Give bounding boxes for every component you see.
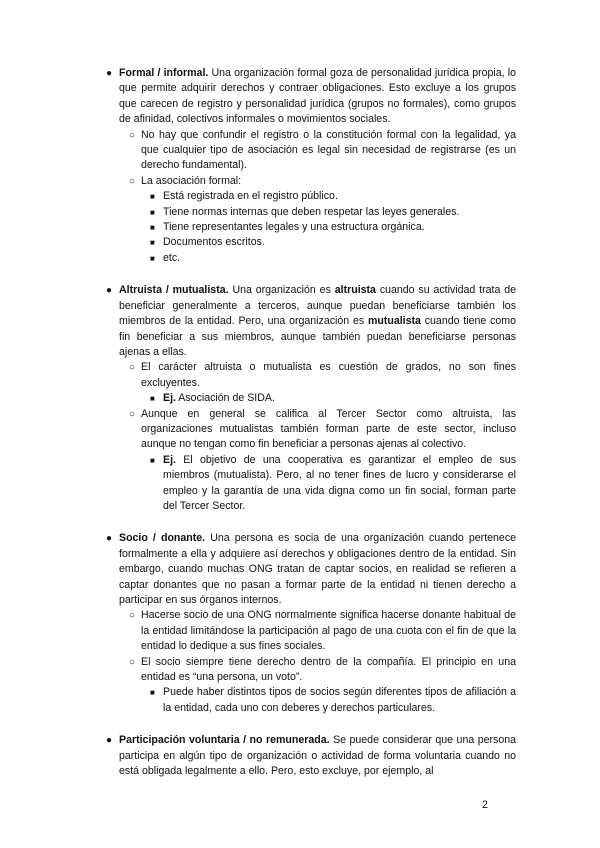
item-title: Formal / informal. bbox=[119, 67, 209, 79]
sub-item-text: La asociación formal: bbox=[141, 174, 242, 187]
item-title: Participación voluntaria / no remunerada. bbox=[119, 734, 330, 747]
circle-bullet-icon: ○ bbox=[129, 610, 136, 622]
subsub-item-text: Documentos escritos. bbox=[163, 236, 265, 249]
subsub-item-text: Tiene representantes legales y una estructura orgánica. bbox=[163, 221, 425, 234]
item-text-bold: mutualista bbox=[367, 315, 421, 328]
item-title: Socio / donante. bbox=[119, 532, 206, 545]
sub-item-text: Hacerse socio de una ONG normalmente significa hacerse donante habitual de la entidad limitándose la participación al pago de una cuota con el fin de que la entidad lo dedique a sus fines sociales. bbox=[141, 609, 516, 653]
sub-item bbox=[119, 174, 516, 189]
sub-item bbox=[119, 407, 516, 453]
list-item-socio-donante bbox=[92, 531, 516, 716]
subsub-item bbox=[141, 685, 516, 716]
circle-bullet-icon: ○ bbox=[129, 129, 136, 141]
item-text-part: Una organización es bbox=[228, 284, 335, 297]
list-item-participacion-voluntaria bbox=[92, 733, 516, 779]
item-text-part: cuando su actividad trata de beneficiar generalmente a terceros, aunque puedan beneficiarse también los miembros de la entidad. Pero, una organización es bbox=[119, 284, 517, 328]
subsub-item bbox=[141, 453, 516, 515]
item-text-bold: altruista bbox=[334, 284, 376, 297]
square-bullet-icon: ■ bbox=[150, 688, 155, 698]
subsub-item-text: El objetivo de una cooperativa es garantizar el empleo de sus miembros (mutualista). Pero, al no tener fines de lucro y considerarse el empleo y la garantía de una vida digna como un fin social, forman parte del Tercer Sector. bbox=[163, 453, 516, 512]
square-bullet-icon: ■ bbox=[150, 238, 155, 248]
item-text: Una persona es socia de una organización cuando pertenece formalmente a ella y adquiere así derechos y obligaciones dentro de la entidad. Sin embargo, cuando muchas ONG tratan de captar socios, en realidad se refieren a captar donantes que no pasan a formar parte de la entidad ni tienen derecho a participar en sus órganos internos. bbox=[119, 532, 517, 606]
circle-bullet-icon: ○ bbox=[129, 408, 136, 420]
list-item-altruista-mutualista bbox=[92, 283, 516, 514]
example-label: Ej. bbox=[163, 453, 176, 466]
sub-item bbox=[119, 655, 516, 686]
subsub-item-text: Asociación de SIDA. bbox=[175, 392, 275, 405]
subsub-item bbox=[141, 220, 516, 235]
sub-item-text: El socio siempre tiene derecho dentro de la compañía. El principio en una entidad es “una persona, un voto”. bbox=[141, 655, 516, 684]
bullet-icon: ● bbox=[106, 735, 113, 747]
subsub-item-text: Puede haber distintos tipos de socios según diferentes tipos de afiliación a la entidad, cada uno con deberes y derechos particulares. bbox=[163, 686, 516, 714]
subsub-item-text: etc. bbox=[163, 251, 181, 264]
document-content bbox=[92, 66, 516, 796]
square-bullet-icon: ■ bbox=[150, 223, 155, 233]
square-bullet-icon: ■ bbox=[150, 253, 155, 263]
bullet-icon: ● bbox=[106, 68, 113, 79]
page-number: 2 bbox=[482, 799, 488, 811]
square-bullet-icon: ■ bbox=[150, 192, 155, 202]
list-item-formal-informal bbox=[92, 66, 516, 266]
example-label: Ej. bbox=[163, 392, 176, 405]
subsub-item-text: Tiene normas internas que deben respetar las leyes generales. bbox=[163, 205, 460, 218]
circle-bullet-icon: ○ bbox=[129, 362, 136, 374]
sub-item bbox=[119, 608, 516, 654]
subsub-item bbox=[141, 189, 516, 204]
subsub-item-text: Está registrada en el registro público. bbox=[163, 190, 338, 203]
bullet-icon: ● bbox=[106, 533, 113, 545]
square-bullet-icon: ■ bbox=[150, 394, 155, 404]
sub-item-text: No hay que confundir el registro o la constitución formal con la legalidad, ya que cualquier tipo de asociación es legal sin necesidad de registrarse (es un derecho fundamental). bbox=[141, 128, 516, 172]
square-bullet-icon: ■ bbox=[150, 207, 155, 217]
sub-item bbox=[119, 128, 516, 174]
square-bullet-icon: ■ bbox=[150, 455, 155, 465]
sub-item-text: Aunque en general se califica al Tercer Sector como altruista, las organizaciones mutualistas también forman parte de este sector, incluso aunque no tengan como fin beneficiar a personas ajenas al colectivo. bbox=[141, 407, 516, 451]
item-text-part: cuando tiene como fin beneficiar a sus miembros, aunque también puedan beneficiarse personas ajenas a ellas. bbox=[119, 315, 516, 358]
subsub-item bbox=[141, 205, 516, 220]
circle-bullet-icon: ○ bbox=[129, 175, 136, 187]
subsub-item bbox=[141, 251, 516, 266]
item-title: Altruista / mutualista. bbox=[119, 284, 229, 297]
bullet-icon: ● bbox=[106, 285, 113, 297]
subsub-item bbox=[141, 391, 516, 406]
item-text: Se puede considerar que una persona participa en algún tipo de organización o actividad de forma voluntaria cuando no está obligada legalmente a ello. Pero, esto excluye, por ejemplo, al bbox=[119, 734, 517, 778]
sub-item bbox=[119, 360, 516, 391]
subsub-item bbox=[141, 235, 516, 250]
sub-item-text: El carácter altruista o mutualista es cuestión de grados, no son fines excluyentes. bbox=[141, 361, 516, 389]
item-text: Una organización formal goza de personalidad jurídica propia, lo que permite adquirir derechos y contraer obligaciones. Esto excluye a los grupos que carecen de registro y personalidad jurídica (grupos no formales), como grupos de afinidad, colectivos informales o movimientos sociales. bbox=[119, 67, 516, 126]
circle-bullet-icon: ○ bbox=[129, 656, 136, 668]
